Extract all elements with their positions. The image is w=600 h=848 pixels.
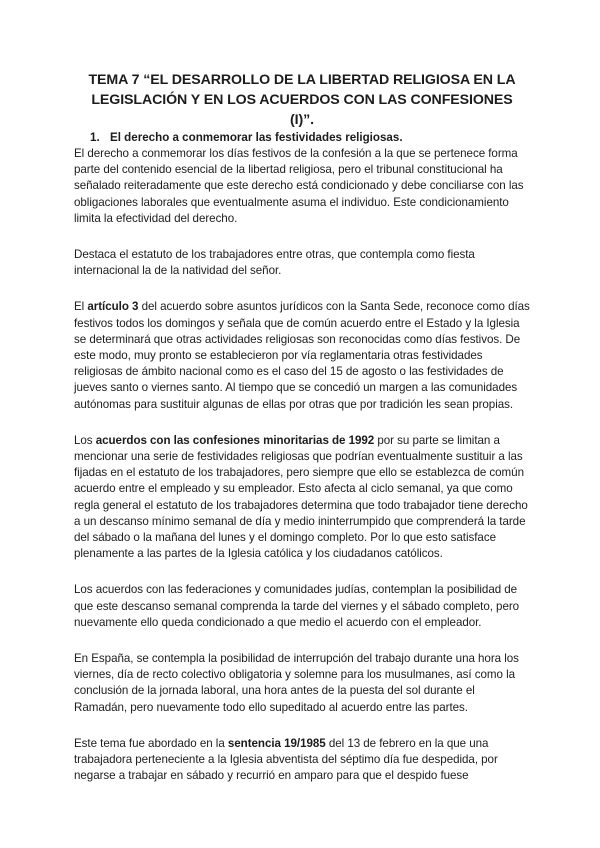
section-heading bbox=[80, 130, 530, 146]
paragraph-7 bbox=[74, 736, 530, 785]
paragraph-bold-text: artículo 3 bbox=[87, 300, 139, 314]
paragraph-5 bbox=[74, 582, 530, 631]
paragraph-3 bbox=[74, 299, 530, 412]
paragraph-text: Destaca el estatuto de los trabajadores entre otras, que contempla como fiesta internacional la de la natividad del señor. bbox=[74, 248, 475, 278]
paragraph-2 bbox=[74, 247, 530, 279]
paragraph-bold-text: sentencia 19/1985 bbox=[227, 736, 326, 750]
paragraph-text: El bbox=[74, 300, 88, 314]
paragraph-bold-text: acuerdos con las confesiones minoritarias de 1992 bbox=[95, 433, 375, 447]
paragraph-text: Los bbox=[74, 433, 96, 447]
paragraph-6 bbox=[74, 651, 530, 716]
paragraph-text: por su parte se limitan a mencionar una serie de festividades religiosas que podrían eventualmente sustituir a las fijadas en el estatuto de los trabajadores, pero siempre que ello se establezca de común acuerdo entre el empleado y su empleador. Esto afecta al ciclo semanal, ya que como regla general el estatuto de los trabajadores determina que todo trabajador tiene derecho a un descanso mínimo semanal de día y medio ininterrumpido que comprenderá la tarde del sábado o la mañana del lunes y el domingo completo. Por lo que esto satisface plenamente a las partes de la Iglesia católica y los ciudadanos católicos. bbox=[74, 433, 528, 561]
paragraph-text: En España, se contempla la posibilidad de interrupción del trabajo durante una hora los viernes, día de recto colectivo obligatoria y solemne para los musulmanes, así como la conclusión de la jornada laboral, una hora antes de la puesta del sol durante el Ramadán, pero nuevamente todo ello supeditado al acuerdo entre las partes. bbox=[74, 652, 519, 714]
paragraph-text: del acuerdo sobre asuntos jurídicos con la Santa Sede, reconoce como días festivos todos los domingos y señala que de común acuerdo entre el Estado y la Iglesia se determinará que otras actividades religiosas son reconocidas como días festivos. De este modo, muy pronto se establecieron por vía reglamentaria otras festividades religiosas de ámbito nacional como es el caso del 15 de agosto o las festividades de jueves santo o viernes santo. Al tiempo que se concedió un margen a las comunidades autónomas para sustituir algunas de ellas por otras que por tradición les sean propias. bbox=[74, 300, 530, 411]
paragraph-4 bbox=[74, 433, 530, 563]
paragraph-text: Los acuerdos con las federaciones y comunidades judías, contemplan la posibilidad de que este descanso semanal comprenda la tarde del viernes y el sábado completo, pero nuevamente ello queda condicionado a que medio el acuerdo con el empleador. bbox=[74, 583, 520, 629]
section-heading-text: El derecho a conmemorar las festividades religiosas. bbox=[110, 131, 403, 144]
document-title: TEMA 7 “EL DESARROLLO DE LA LIBERTAD RELIGIOSA EN LA LEGISLACIÓN Y EN LOS ACUERDOS CON LAS CONFESIONES (I)”. bbox=[88, 72, 516, 128]
paragraph-text: El derecho a conmemorar los días festivos de la confesión a la que se pertenece forma parte del contenido esencial de la libertad religiosa, pero el tribunal constitucional ha señalado reiteradamente que este derecho está condicionado y debe conciliarse con las obligaciones laborales que eventualmente asuma el individuo. Este condicionamiento limita la efectividad del derecho. bbox=[74, 147, 524, 225]
paragraph-1 bbox=[74, 146, 530, 227]
section-number: 1. bbox=[90, 131, 100, 144]
paragraph-text: Este tema fue abordado en la bbox=[74, 736, 228, 750]
paragraph-text: del 13 de febrero en la que una trabajadora perteneciente a la Iglesia abventista del séptimo día fue despedida, por negarse a trabajar en sábado y recurrió en amparo para que el despido fuese bbox=[74, 736, 498, 783]
